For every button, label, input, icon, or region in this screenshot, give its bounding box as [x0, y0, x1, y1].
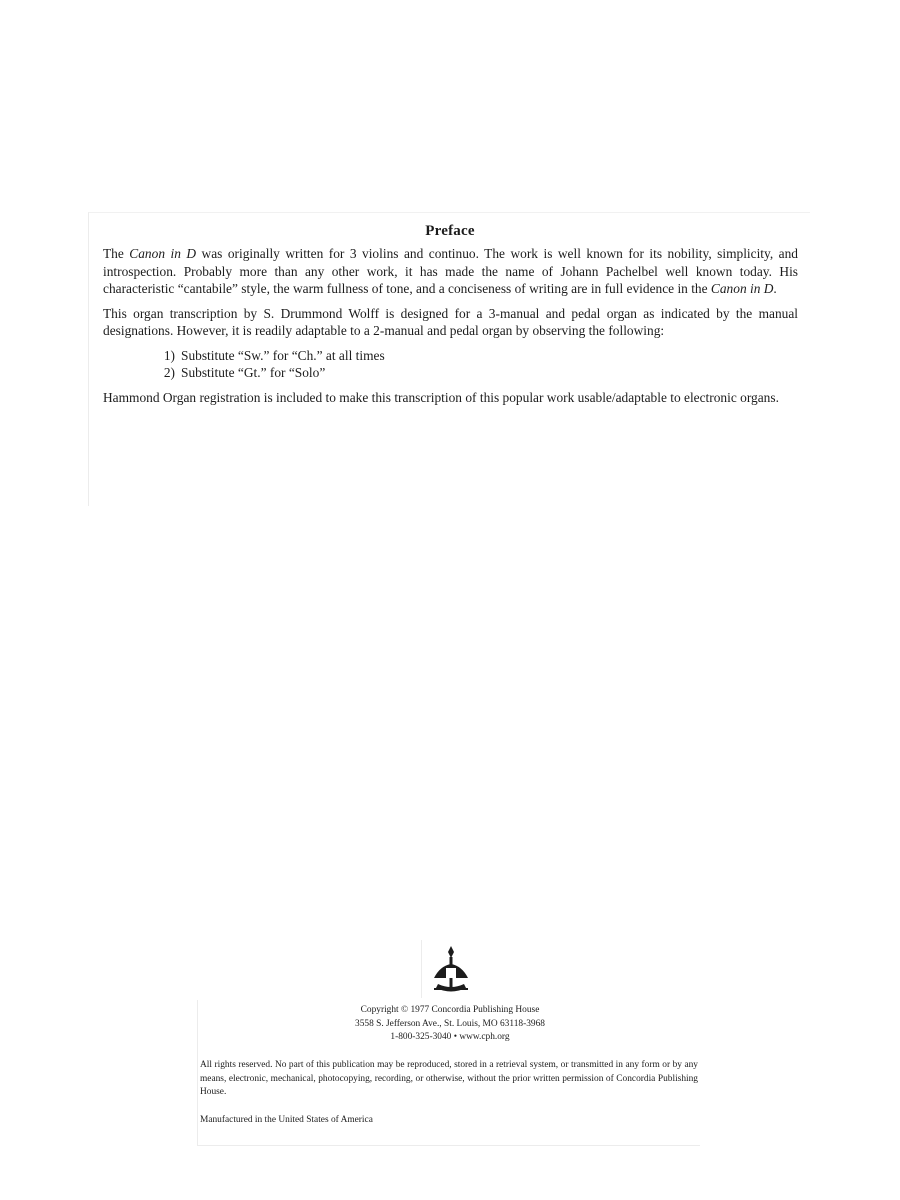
address-line: 3558 S. Jefferson Ave., St. Louis, MO 63118-3968 — [355, 1018, 545, 1029]
manufactured-notice: Manufactured in the United States of America — [200, 1115, 373, 1125]
copyright-line: Copyright © 1977 Concordia Publishing House — [360, 1005, 540, 1015]
preface-body — [103, 245, 798, 413]
work-title: Canon in D — [710, 281, 774, 296]
preface-paragraph-1: The Canon in D was originally written for 3 violins and continuo. The work is well known for its nobility, simplicity, and introspection. Probably more than any other work, it has made the name of Johann Pachelbel well known today. His characteristic “cantabile” style, the warm fullness of tone, and a conciseness of writing are in full evidence in the Canon in D. — [103, 246, 798, 296]
page-title: Preface — [425, 223, 475, 239]
list-item: 1) Substitute “Sw.” for “Ch.” at all times — [163, 347, 385, 363]
work-title: Canon in D — [129, 246, 197, 261]
rights-notice: All rights reserved. No part of this publication may be reproduced, stored in a retrieval system, or transmitted in any form or by any means, electronic, mechanical, photocopying, recording, or otherwise, without the prior written permission of Concordia Publishing House. — [200, 1060, 698, 1097]
divider — [421, 940, 422, 998]
concordia-lamp-logo-icon — [426, 944, 476, 996]
contact-line: 1-800-325-3040 • www.cph.org — [390, 1032, 510, 1042]
list-item: 2) Substitute “Gt.” for “Solo” — [163, 364, 326, 380]
preface-paragraph-3: Hammond Organ registration is included to make this transcription of this popular work usable/adaptable to electronic organs. — [103, 389, 779, 405]
preface-paragraph-2: This organ transcription by S. Drummond Wolff is designed for a 3-manual and pedal organ as indicated by the manual designations. However, it is readily adaptable to a 2-manual and pedal organ by observing the following: — [103, 305, 798, 338]
copyright-block — [0, 1004, 900, 1045]
substitution-list — [141, 347, 798, 381]
